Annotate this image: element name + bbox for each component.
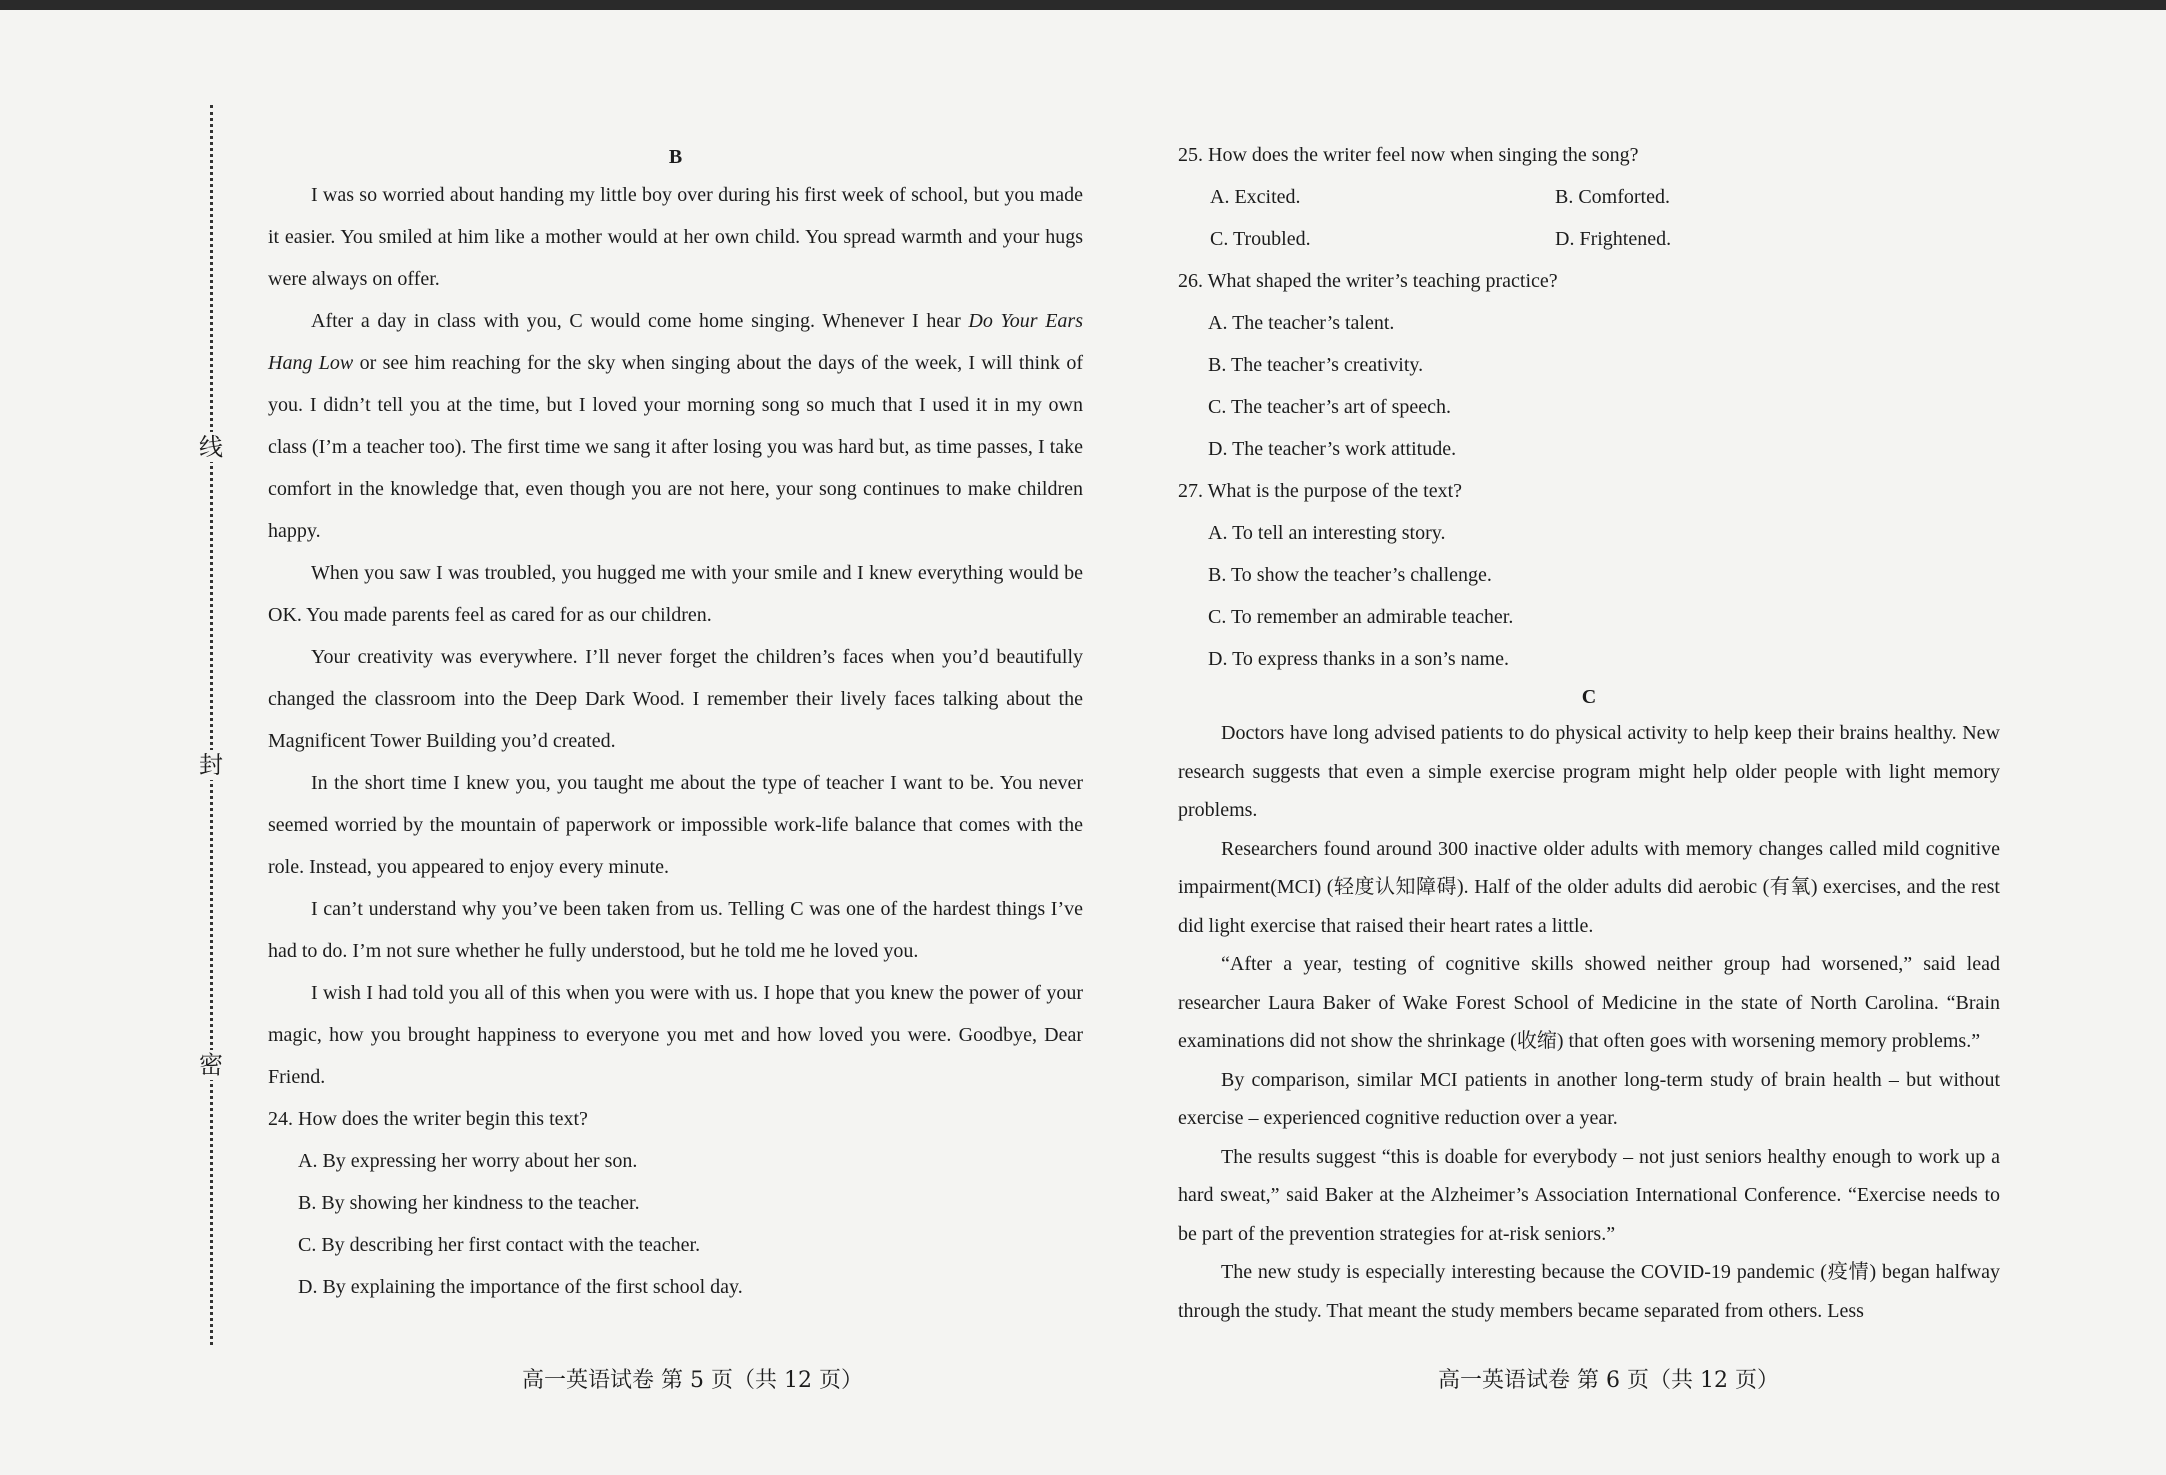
question-24-option-b: B. By showing her kindness to the teacher.: [298, 1192, 640, 1214]
question-24-option-a: A. By expressing her worry about her son.: [298, 1150, 638, 1172]
passage-b-paragraph-3: When you saw I was troubled, you hugged me with your smile and I knew everything would be OK. You made parents feel as cared for as our children.: [268, 562, 1083, 626]
p2-start: After a day in class with you, C would come home singing. Whenever I hear: [311, 310, 969, 332]
question-25-stem: 25. How does the writer feel now when singing the song?: [1178, 144, 1639, 166]
section-heading-b: B: [668, 146, 683, 168]
passage-c-paragraph-4: By comparison, similar MCI patients in another long-term study of brain health – but without exercise – experienced cognitive reduction over a year.: [1178, 1068, 2000, 1129]
passage-c-paragraph-5: The results suggest “this is doable for everybody – not just seniors healthy enough to work up a hard sweat,” said Baker at the Alzheimer’s Association International Conference. “Exercise needs to be part of the prevention strategies for at-risk seniors.”: [1178, 1145, 2000, 1245]
passage-c-paragraph-6: The new study is especially interesting because the COVID-19 pandemic (疫情) began halfway through the study. That meant the study members became separated from others. Less: [1178, 1261, 2000, 1322]
question-25-option-a: A. Excited.: [1210, 186, 1301, 208]
question-24-option-d: D. By explaining the importance of the first school day.: [298, 1276, 743, 1298]
binding-mark-xian: 线: [196, 432, 226, 462]
question-24-option-c: C. By describing her first contact with the teacher.: [298, 1234, 701, 1256]
question-27-stem: 27. What is the purpose of the text?: [1178, 480, 1463, 502]
scan-top-border: [0, 0, 2166, 10]
passage-c-paragraph-3: “After a year, testing of cognitive skills showed neither group had worsened,” said lead researcher Laura Baker of Wake Forest School of Medicine in the state of North Carolina. “Brain examinations did not show the shrinkage (收缩) that often goes with worsening memory problems.”: [1178, 953, 2000, 1052]
passage-b-paragraph-2: [268, 300, 1083, 552]
page-5-footer: 高一英语试卷 第 5 页（共 12 页）: [522, 1368, 863, 1393]
question-25-option-d: D. Frightened.: [1555, 228, 1672, 250]
p2-end: or see him reaching for the sky when singing about the days of the week, I will think of you.: [268, 352, 1083, 416]
question-25-option-b: B. Comforted.: [1555, 186, 1670, 208]
question-25-options-row-2: [1178, 218, 2000, 260]
question-24-stem: 24. How does the writer begin this text?: [268, 1108, 588, 1130]
passage-b-paragraph-7: I wish I had told you all of this when you were with us. I hope that you knew the power of your magic, how you brought happiness to everyone you met and how loved you were. Goodbye, Dear Friend.: [268, 982, 1083, 1088]
passage-b-paragraph-6: I can’t understand why you’ve been taken from us. Telling C was one of the hardest things I’ve had to do. I’m not sure whether he fully understood, but he told me he loved you.: [268, 898, 1083, 962]
question-27-option-c: C. To remember an admirable teacher.: [1208, 606, 1514, 628]
song-title: Do Your Ears Hang Low: [268, 310, 1083, 374]
binding-dotted-line: [210, 105, 213, 1345]
passage-c-paragraph-2: Researchers found around 300 inactive older adults with memory changes called mild cognitive impairment(MCI) (轻度认知障碍). Half of the older adults did aerobic (有氧) exercises, and the rest did light exercise that raised their heart rates a little.: [1178, 837, 2000, 937]
binding-mark-mi: 密: [196, 1050, 226, 1080]
passage-b-paragraph-1: I was so worried about handing my little boy over during his first week of school, but you made it easier. You smiled at him like a mother would at her own child. You spread warmth and your hugs were always on offer.: [268, 184, 1083, 290]
question-26-stem: 26. What shaped the writer’s teaching practice?: [1178, 270, 1558, 292]
question-26-option-d: D. The teacher’s work attitude.: [1208, 438, 1457, 460]
passage-c-paragraph-1: Doctors have long advised patients to do physical activity to help keep their brains healthy. New research suggests that even a simple exercise program might help older people with light memory problems.: [1178, 722, 2000, 821]
question-25-option-c: C. Troubled.: [1210, 228, 1311, 250]
passage-b-paragraph-4: Your creativity was everywhere. I’ll never forget the children’s faces when you’d beautifully changed the classroom into the Deep Dark Wood. I remember their lively faces talking about the Magnificent Tower Building you’d created.: [268, 646, 1083, 752]
question-27-option-d: D. To express thanks in a son’s name.: [1208, 648, 1509, 670]
section-heading-c: C: [1581, 686, 1597, 708]
question-27-option-b: B. To show the teacher’s challenge.: [1208, 564, 1492, 586]
page-6-footer: 高一英语试卷 第 6 页（共 12 页）: [1438, 1368, 1779, 1393]
page-5-column: [268, 140, 1083, 1308]
passage-b-paragraph-5: In the short time I knew you, you taught me about the type of teacher I want to be. You never seemed worried by the mountain of paperwork or impossible work-life balance that comes with the role. Instead, you appeared to enjoy every minute.: [268, 772, 1083, 878]
p2-rest: I didn’t tell you at the time, but I loved your morning song so much that I used it in my own class (I’m a teacher too). The first time we sang it after losing you was hard but, as time passes, I take comfort in the knowledge that, even though you are not here, your song continues to make children happy.: [268, 394, 1084, 542]
question-26-option-b: B. The teacher’s creativity.: [1208, 354, 1424, 376]
question-27-option-a: A. To tell an interesting story.: [1208, 522, 1446, 544]
question-26-option-a: A. The teacher’s talent.: [1208, 312, 1395, 334]
question-26-option-c: C. The teacher’s art of speech.: [1208, 396, 1452, 418]
question-25-options-row-1: [1178, 176, 2000, 218]
binding-mark-feng: 封: [196, 750, 226, 780]
page-6-column: [1178, 140, 2000, 1330]
